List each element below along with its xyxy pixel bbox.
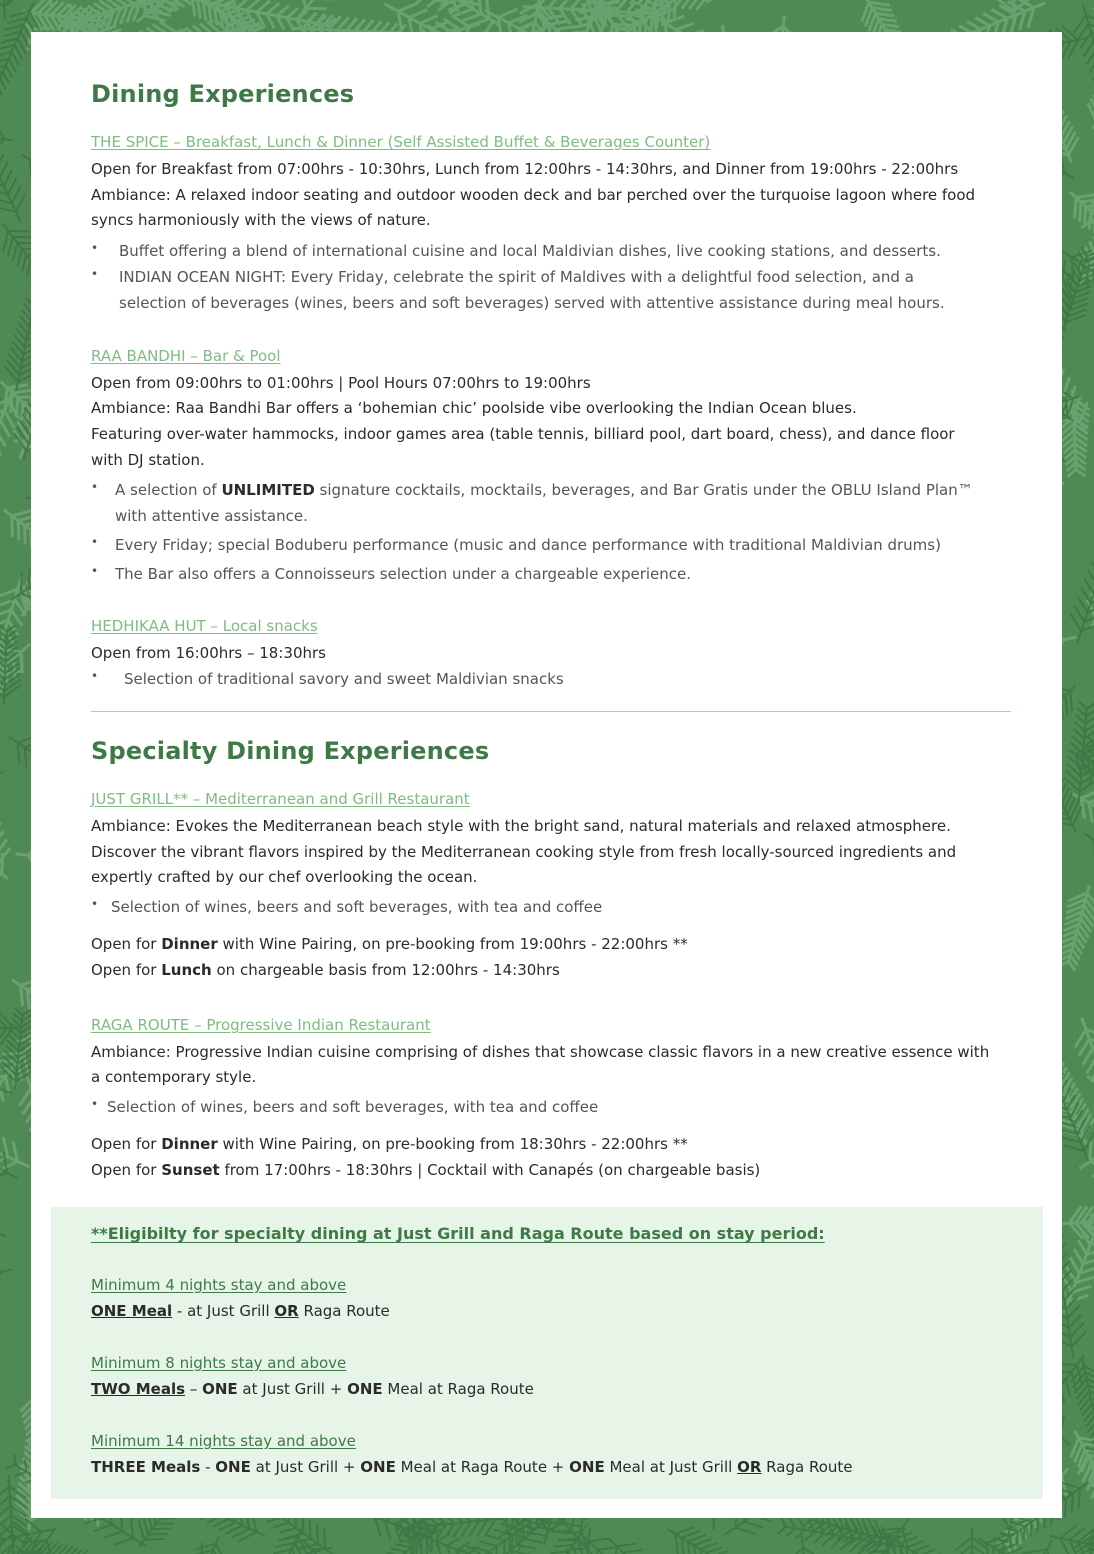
the-spice-ambiance-line-2: syncs harmoniously with the views of nature. — [91, 211, 431, 229]
bullet-icon: • — [91, 480, 99, 494]
raa-bandhi-hours: Open from 09:00hrs to 01:00hrs | Pool Hours 07:00hrs to 19:00hrs — [91, 374, 591, 392]
content-page: Dining Experiences THE SPICE – Breakfast, Lunch & Dinner (Self Assisted Buffet & Beverages Counter) Open for Breakfast from 07:00hrs - 10:30hrs, Lunch from 12:00hrs - 14:30hrs, and Dinner from 19:00hrs - 22:00hrs Ambiance: A relaxed indoor seating and outdoor wooden deck and bar perched over the turquoise lagoon where food syncs harmoniously with the views of nature. • Buffet offering a blend of international cuisine and local Maldivian dishes, live cooking stations, and desserts. • INDIAN OCEAN NIGHT: Every Friday, celebrate the spirit of Maldives with a delightful food selection, and a selection of beverages (wines, beers and soft beverages) served with attentive assistance during meal hours. RAA BANDHI – Bar & Pool Open from 09:00hrs to 01:00hrs | Pool Hours 07:00hrs to 19:00hrs Ambiance: Raa Bandhi Bar offers a ‘bohemian chic’ poolside vibe overlooking the Indian Ocean blues. Featuring over-water hammocks, indoor games area (table tennis, billiard pool, dart board, chess), and dance floor with DJ station. • A selection of UNLIMITED signature cocktails, mocktails, beverages, and Bar Gratis under the OBLU Island Plan™ with attentive assistance. • Every Friday; special Boduberu performance (music and dance performance with traditional Maldivian drums) • The Bar also offers a Connoisseurs selection under a chargeable experience. HEDHIKAA HUT – Local snacks Open from 16:00hrs – 18:30hrs • Selection of traditional savory and sweet Maldivian snacks Specialty Dining Experiences JUST GRILL** – Mediterranean and Grill Restaurant Ambiance: Evokes the Mediterranean beach style with the bright sand, natural materials and relaxed atmosphere. Discover the vibrant flavors inspired by the Mediterranean cooking style from fresh locally-sourced ingredients and expertly crafted by our chef overlooking the ocean. • Selection of wines, beers and soft beverages, with tea and coffee Open for Dinner with Wine Pairing, on pre-booking from 19:00hrs - 22:00hrs ** Open for Lunch on chargeable basis from 12:00hrs - 14:30hrs RAGA ROUTE – Progressive Indian Restaurant Ambiance: Progressive Indian cuisine comprising of dishes that showcase classic flavors in a new creative essence with a contemporary style. • Selection of wines, beers and soft beverages, with tea and coffee Open for Dinner with Wine Pairing, on pre-booking from 18:30hrs - 22:00hrs ** Open for Sunset from 17:00hrs - 18:30hrs | Cocktail with Canapés (on chargeable basis) **Eligibilty for specialty dining at Just Grill and Raga Route based on stay period: Minimum 4 nights stay and above ONE Meal - at Just Grill OR Raga Route Minimum 8 nights stay and above TWO Meals – ONE at Just Grill + ONE Meal at Raga Route Minimum 14 nights stay and above THREE Meals - ONE at Just Grill + ONE Meal at Raga Route + ONE Meal at Just Grill OR Raga Route — [31, 32, 1062, 1518]
tier-8-nights-detail: TWO Meals – ONE at Just Grill + ONE Meal at Raga Route — [91, 1380, 534, 1398]
tier-8-nights-heading: Minimum 8 nights stay and above — [91, 1354, 347, 1372]
hedhikaa-hut-heading[interactable]: HEDHIKAA HUT – Local snacks — [91, 617, 318, 635]
section-divider — [91, 711, 1011, 712]
raa-bandhi-ambiance-line-2: Featuring over-water hammocks, indoor games area (table tennis, billiard pool, dart board, chess), and dance floor — [91, 425, 955, 443]
raga-route-sunset-hours: Open for Sunset from 17:00hrs - 18:30hrs | Cocktail with Canapés (on chargeable basis) — [91, 1161, 761, 1179]
bullet-icon: • — [91, 669, 99, 683]
raga-route-ambiance-line-2: a contemporary style. — [91, 1068, 257, 1086]
raga-route-heading[interactable]: RAGA ROUTE – Progressive Indian Restaurant — [91, 1016, 431, 1034]
eligibility-panel — [51, 1207, 1043, 1499]
tier-4-nights-detail: ONE Meal - at Just Grill OR Raga Route — [91, 1302, 390, 1320]
just-grill-lunch-hours: Open for Lunch on chargeable basis from 12:00hrs - 14:30hrs — [91, 961, 560, 979]
raa-bandhi-ambiance-line-1: Ambiance: Raa Bandhi Bar offers a ‘bohemian chic’ poolside vibe overlooking the Indian Ocean blues. — [91, 399, 857, 417]
raa-bandhi-heading[interactable]: RAA BANDHI – Bar & Pool — [91, 347, 281, 365]
just-grill-ambiance-line-3: expertly crafted by our chef overlooking the ocean. — [91, 868, 478, 886]
just-grill-ambiance-line-2: Discover the vibrant flavors inspired by the Mediterranean cooking style from fresh locally-sourced ingredients and — [91, 843, 957, 861]
bullet-icon: • — [91, 1097, 99, 1111]
bullet-icon: • — [91, 241, 99, 255]
bullet-icon: • — [91, 897, 99, 911]
specialty-dining-title: Specialty Dining Experiences — [91, 737, 490, 765]
just-grill-dinner-hours: Open for Dinner with Wine Pairing, on pre-booking from 19:00hrs - 22:00hrs ** — [91, 935, 688, 953]
bullet-icon: • — [91, 564, 99, 578]
hedhikaa-hut-hours: Open from 16:00hrs – 18:30hrs — [91, 644, 326, 662]
just-grill-ambiance-line-1: Ambiance: Evokes the Mediterranean beach style with the bright sand, natural materials and relaxed atmosphere. — [91, 817, 951, 835]
the-spice-heading[interactable]: THE SPICE – Breakfast, Lunch & Dinner (Self Assisted Buffet & Beverages Counter) — [91, 133, 711, 151]
bullet-icon: • — [91, 535, 99, 549]
tier-14-nights-detail: THREE Meals - ONE at Just Grill + ONE Meal at Raga Route + ONE Meal at Just Grill OR Raga Route — [91, 1458, 853, 1476]
eligibility-title: **Eligibilty for specialty dining at Just Grill and Raga Route based on stay period: — [91, 1224, 825, 1243]
bullet-icon: • — [91, 267, 99, 281]
dining-experiences-title: Dining Experiences — [91, 80, 355, 108]
raga-route-ambiance-line-1: Ambiance: Progressive Indian cuisine comprising of dishes that showcase classic flavors in a new creative essence with — [91, 1043, 990, 1061]
just-grill-heading[interactable]: JUST GRILL** – Mediterranean and Grill Restaurant — [91, 790, 470, 808]
tier-14-nights-heading: Minimum 14 nights stay and above — [91, 1432, 356, 1450]
raga-route-dinner-hours: Open for Dinner with Wine Pairing, on pre-booking from 18:30hrs - 22:00hrs ** — [91, 1135, 688, 1153]
the-spice-hours: Open for Breakfast from 07:00hrs - 10:30hrs, Lunch from 12:00hrs - 14:30hrs, and Dinner from 19:00hrs - 22:00hrs — [91, 160, 959, 178]
tier-4-nights-heading: Minimum 4 nights stay and above — [91, 1276, 347, 1294]
the-spice-ambiance-line-1: Ambiance: A relaxed indoor seating and outdoor wooden deck and bar perched over the turquoise lagoon where food — [91, 186, 976, 204]
raa-bandhi-ambiance-line-3: with DJ station. — [91, 451, 205, 469]
